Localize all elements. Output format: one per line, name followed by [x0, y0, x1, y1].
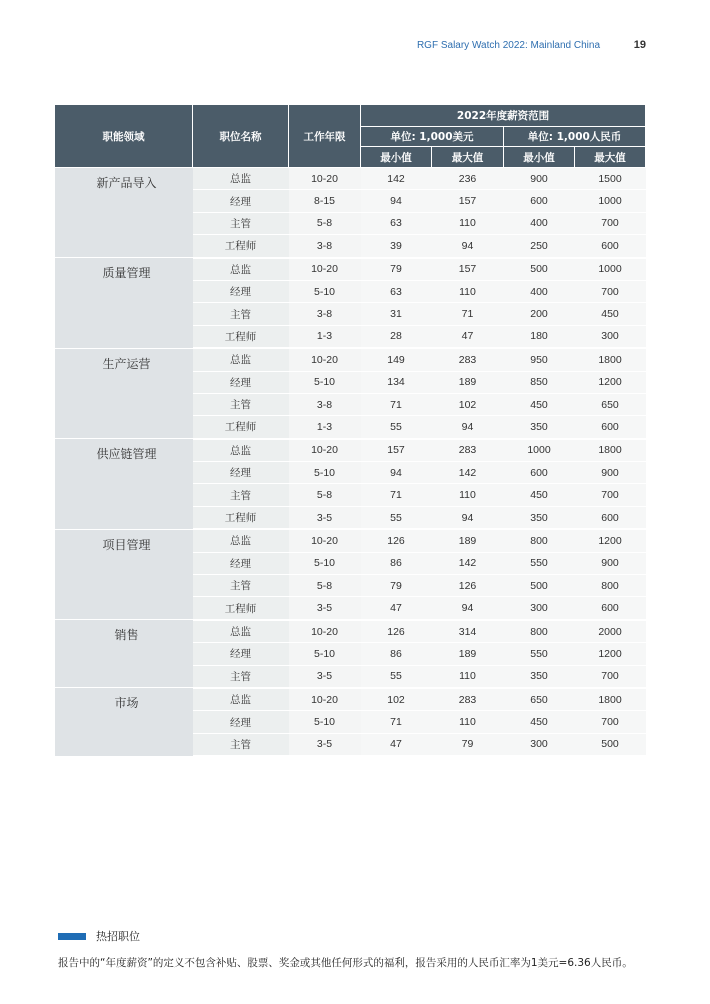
rmb-min-cell: 400: [504, 212, 575, 234]
usd-max-cell: 94: [432, 235, 504, 258]
rmb-min-cell: 200: [504, 303, 575, 325]
position-cell: 经理: [193, 711, 289, 733]
rmb-max-cell: 500: [575, 733, 646, 756]
header-rmb-max: 最大值: [575, 147, 646, 168]
usd-max-cell: 142: [432, 462, 504, 484]
usd-min-cell: 126: [361, 529, 432, 552]
usd-max-cell: 283: [432, 688, 504, 711]
header-usd-max: 最大值: [432, 147, 504, 168]
table-row: [55, 439, 646, 462]
position-cell: 工程师: [193, 416, 289, 439]
position-cell: 工程师: [193, 597, 289, 620]
position-cell: 总监: [193, 348, 289, 371]
table-row: [55, 168, 646, 190]
header-salary-range: 2022年度薪资范围: [361, 105, 646, 127]
rmb-max-cell: 600: [575, 506, 646, 529]
rmb-min-cell: 600: [504, 190, 575, 212]
rmb-min-cell: 550: [504, 552, 575, 574]
years-cell: 10-20: [289, 688, 361, 711]
years-cell: 1-3: [289, 416, 361, 439]
rmb-min-cell: 950: [504, 348, 575, 371]
usd-min-cell: 55: [361, 665, 432, 688]
position-cell: 工程师: [193, 325, 289, 348]
rmb-max-cell: 700: [575, 280, 646, 302]
header-rmb-min: 最小值: [504, 147, 575, 168]
position-cell: 经理: [193, 462, 289, 484]
years-cell: 1-3: [289, 325, 361, 348]
usd-min-cell: 157: [361, 439, 432, 462]
years-cell: 3-5: [289, 597, 361, 620]
hot-position-legend-swatch: [58, 933, 86, 940]
position-cell: 总监: [193, 529, 289, 552]
header-unit-rmb: 单位: 1,000人民币: [504, 127, 646, 147]
rmb-max-cell: 700: [575, 484, 646, 506]
years-cell: 3-8: [289, 235, 361, 258]
position-cell: 工程师: [193, 506, 289, 529]
rmb-max-cell: 450: [575, 303, 646, 325]
usd-min-cell: 71: [361, 393, 432, 415]
rmb-max-cell: 600: [575, 235, 646, 258]
usd-max-cell: 283: [432, 348, 504, 371]
footnote: 报告中的“年度薪资”的定义不包含补贴、股票、奖金或其他任何形式的福利，报告采用的人民币汇率为1美元=6.36人民币。: [58, 957, 633, 969]
rmb-min-cell: 500: [504, 575, 575, 597]
rmb-min-cell: 500: [504, 258, 575, 281]
rmb-min-cell: 350: [504, 665, 575, 688]
usd-min-cell: 102: [361, 688, 432, 711]
usd-min-cell: 86: [361, 552, 432, 574]
years-cell: 5-10: [289, 643, 361, 665]
function-area-cell: 销售: [55, 620, 193, 688]
years-cell: 3-5: [289, 665, 361, 688]
rmb-min-cell: 450: [504, 711, 575, 733]
table-row: [55, 688, 646, 711]
years-cell: 8-15: [289, 190, 361, 212]
usd-min-cell: 79: [361, 575, 432, 597]
position-cell: 经理: [193, 552, 289, 574]
rmb-min-cell: 300: [504, 597, 575, 620]
header-unit-usd: 单位: 1,000美元: [361, 127, 504, 147]
position-cell: 经理: [193, 190, 289, 212]
header-years: 工作年限: [289, 105, 361, 168]
rmb-max-cell: 1000: [575, 190, 646, 212]
usd-min-cell: 63: [361, 212, 432, 234]
function-area-cell: 市场: [55, 688, 193, 756]
usd-max-cell: 94: [432, 506, 504, 529]
usd-min-cell: 31: [361, 303, 432, 325]
rmb-max-cell: 600: [575, 416, 646, 439]
rmb-max-cell: 900: [575, 552, 646, 574]
usd-max-cell: 189: [432, 371, 504, 393]
usd-max-cell: 314: [432, 620, 504, 643]
header-usd-min: 最小值: [361, 147, 432, 168]
years-cell: 3-8: [289, 393, 361, 415]
years-cell: 3-5: [289, 506, 361, 529]
position-cell: 总监: [193, 168, 289, 190]
usd-min-cell: 39: [361, 235, 432, 258]
years-cell: 10-20: [289, 439, 361, 462]
rmb-min-cell: 900: [504, 168, 575, 190]
rmb-min-cell: 400: [504, 280, 575, 302]
rmb-min-cell: 650: [504, 688, 575, 711]
rmb-max-cell: 1200: [575, 643, 646, 665]
years-cell: 10-20: [289, 529, 361, 552]
rmb-max-cell: 1800: [575, 348, 646, 371]
usd-min-cell: 55: [361, 416, 432, 439]
rmb-max-cell: 700: [575, 665, 646, 688]
position-cell: 总监: [193, 620, 289, 643]
usd-min-cell: 47: [361, 733, 432, 756]
rmb-min-cell: 600: [504, 462, 575, 484]
rmb-min-cell: 450: [504, 484, 575, 506]
table-header: [55, 105, 646, 168]
rmb-min-cell: 800: [504, 529, 575, 552]
years-cell: 5-10: [289, 552, 361, 574]
years-cell: 5-8: [289, 575, 361, 597]
rmb-max-cell: 650: [575, 393, 646, 415]
page-header: [0, 40, 710, 54]
function-area-cell: 质量管理: [55, 258, 193, 349]
rmb-max-cell: 1000: [575, 258, 646, 281]
years-cell: 5-10: [289, 371, 361, 393]
usd-min-cell: 79: [361, 258, 432, 281]
usd-max-cell: 71: [432, 303, 504, 325]
position-cell: 经理: [193, 280, 289, 302]
salary-table: [54, 104, 646, 757]
table-body: [55, 168, 646, 757]
hot-position-legend-label: 热招职位: [96, 930, 140, 943]
position-cell: 经理: [193, 371, 289, 393]
function-area-cell: 项目管理: [55, 529, 193, 620]
years-cell: 3-8: [289, 303, 361, 325]
rmb-max-cell: 700: [575, 711, 646, 733]
rmb-max-cell: 1800: [575, 439, 646, 462]
position-cell: 主管: [193, 393, 289, 415]
rmb-min-cell: 350: [504, 506, 575, 529]
years-cell: 5-10: [289, 462, 361, 484]
usd-max-cell: 94: [432, 597, 504, 620]
header-function: 职能领域: [55, 105, 193, 168]
page-number: 19: [633, 39, 646, 51]
rmb-max-cell: 1200: [575, 529, 646, 552]
usd-max-cell: 79: [432, 733, 504, 756]
position-cell: 主管: [193, 665, 289, 688]
rmb-min-cell: 450: [504, 393, 575, 415]
rmb-min-cell: 250: [504, 235, 575, 258]
usd-max-cell: 189: [432, 529, 504, 552]
usd-min-cell: 142: [361, 168, 432, 190]
usd-min-cell: 55: [361, 506, 432, 529]
position-cell: 主管: [193, 303, 289, 325]
position-cell: 经理: [193, 643, 289, 665]
position-cell: 主管: [193, 484, 289, 506]
rmb-min-cell: 300: [504, 733, 575, 756]
position-cell: 主管: [193, 575, 289, 597]
position-cell: 总监: [193, 258, 289, 281]
years-cell: 5-8: [289, 212, 361, 234]
usd-min-cell: 126: [361, 620, 432, 643]
usd-min-cell: 47: [361, 597, 432, 620]
usd-min-cell: 94: [361, 190, 432, 212]
usd-max-cell: 157: [432, 258, 504, 281]
usd-max-cell: 110: [432, 484, 504, 506]
usd-max-cell: 189: [432, 643, 504, 665]
rmb-max-cell: 1200: [575, 371, 646, 393]
rmb-max-cell: 2000: [575, 620, 646, 643]
rmb-max-cell: 1500: [575, 168, 646, 190]
usd-max-cell: 236: [432, 168, 504, 190]
rmb-min-cell: 180: [504, 325, 575, 348]
years-cell: 10-20: [289, 258, 361, 281]
rmb-min-cell: 550: [504, 643, 575, 665]
usd-max-cell: 47: [432, 325, 504, 348]
years-cell: 5-10: [289, 711, 361, 733]
rmb-max-cell: 900: [575, 462, 646, 484]
years-cell: 5-8: [289, 484, 361, 506]
rmb-min-cell: 350: [504, 416, 575, 439]
rmb-min-cell: 850: [504, 371, 575, 393]
position-cell: 主管: [193, 733, 289, 756]
usd-max-cell: 126: [432, 575, 504, 597]
rmb-max-cell: 700: [575, 212, 646, 234]
usd-max-cell: 110: [432, 711, 504, 733]
usd-max-cell: 110: [432, 212, 504, 234]
years-cell: 10-20: [289, 168, 361, 190]
usd-min-cell: 28: [361, 325, 432, 348]
table-row: [55, 620, 646, 643]
years-cell: 3-5: [289, 733, 361, 756]
rmb-max-cell: 600: [575, 597, 646, 620]
usd-min-cell: 63: [361, 280, 432, 302]
rmb-max-cell: 800: [575, 575, 646, 597]
usd-max-cell: 110: [432, 280, 504, 302]
years-cell: 10-20: [289, 348, 361, 371]
years-cell: 5-10: [289, 280, 361, 302]
usd-min-cell: 71: [361, 711, 432, 733]
usd-min-cell: 71: [361, 484, 432, 506]
usd-max-cell: 142: [432, 552, 504, 574]
rmb-min-cell: 800: [504, 620, 575, 643]
table-row: [55, 529, 646, 552]
function-area-cell: 生产运营: [55, 348, 193, 439]
years-cell: 10-20: [289, 620, 361, 643]
usd-max-cell: 157: [432, 190, 504, 212]
rmb-max-cell: 1800: [575, 688, 646, 711]
usd-min-cell: 149: [361, 348, 432, 371]
usd-max-cell: 110: [432, 665, 504, 688]
usd-max-cell: 102: [432, 393, 504, 415]
position-cell: 总监: [193, 688, 289, 711]
report-title: RGF Salary Watch 2022: Mainland China: [416, 40, 600, 51]
usd-max-cell: 283: [432, 439, 504, 462]
function-area-cell: 新产品导入: [55, 168, 193, 258]
usd-min-cell: 94: [361, 462, 432, 484]
rmb-min-cell: 1000: [504, 439, 575, 462]
function-area-cell: 供应链管理: [55, 439, 193, 530]
table-row: [55, 348, 646, 371]
header-position: 职位名称: [193, 105, 289, 168]
position-cell: 总监: [193, 439, 289, 462]
usd-min-cell: 86: [361, 643, 432, 665]
rmb-max-cell: 300: [575, 325, 646, 348]
position-cell: 工程师: [193, 235, 289, 258]
position-cell: 主管: [193, 212, 289, 234]
table-row: [55, 258, 646, 281]
usd-min-cell: 134: [361, 371, 432, 393]
usd-max-cell: 94: [432, 416, 504, 439]
